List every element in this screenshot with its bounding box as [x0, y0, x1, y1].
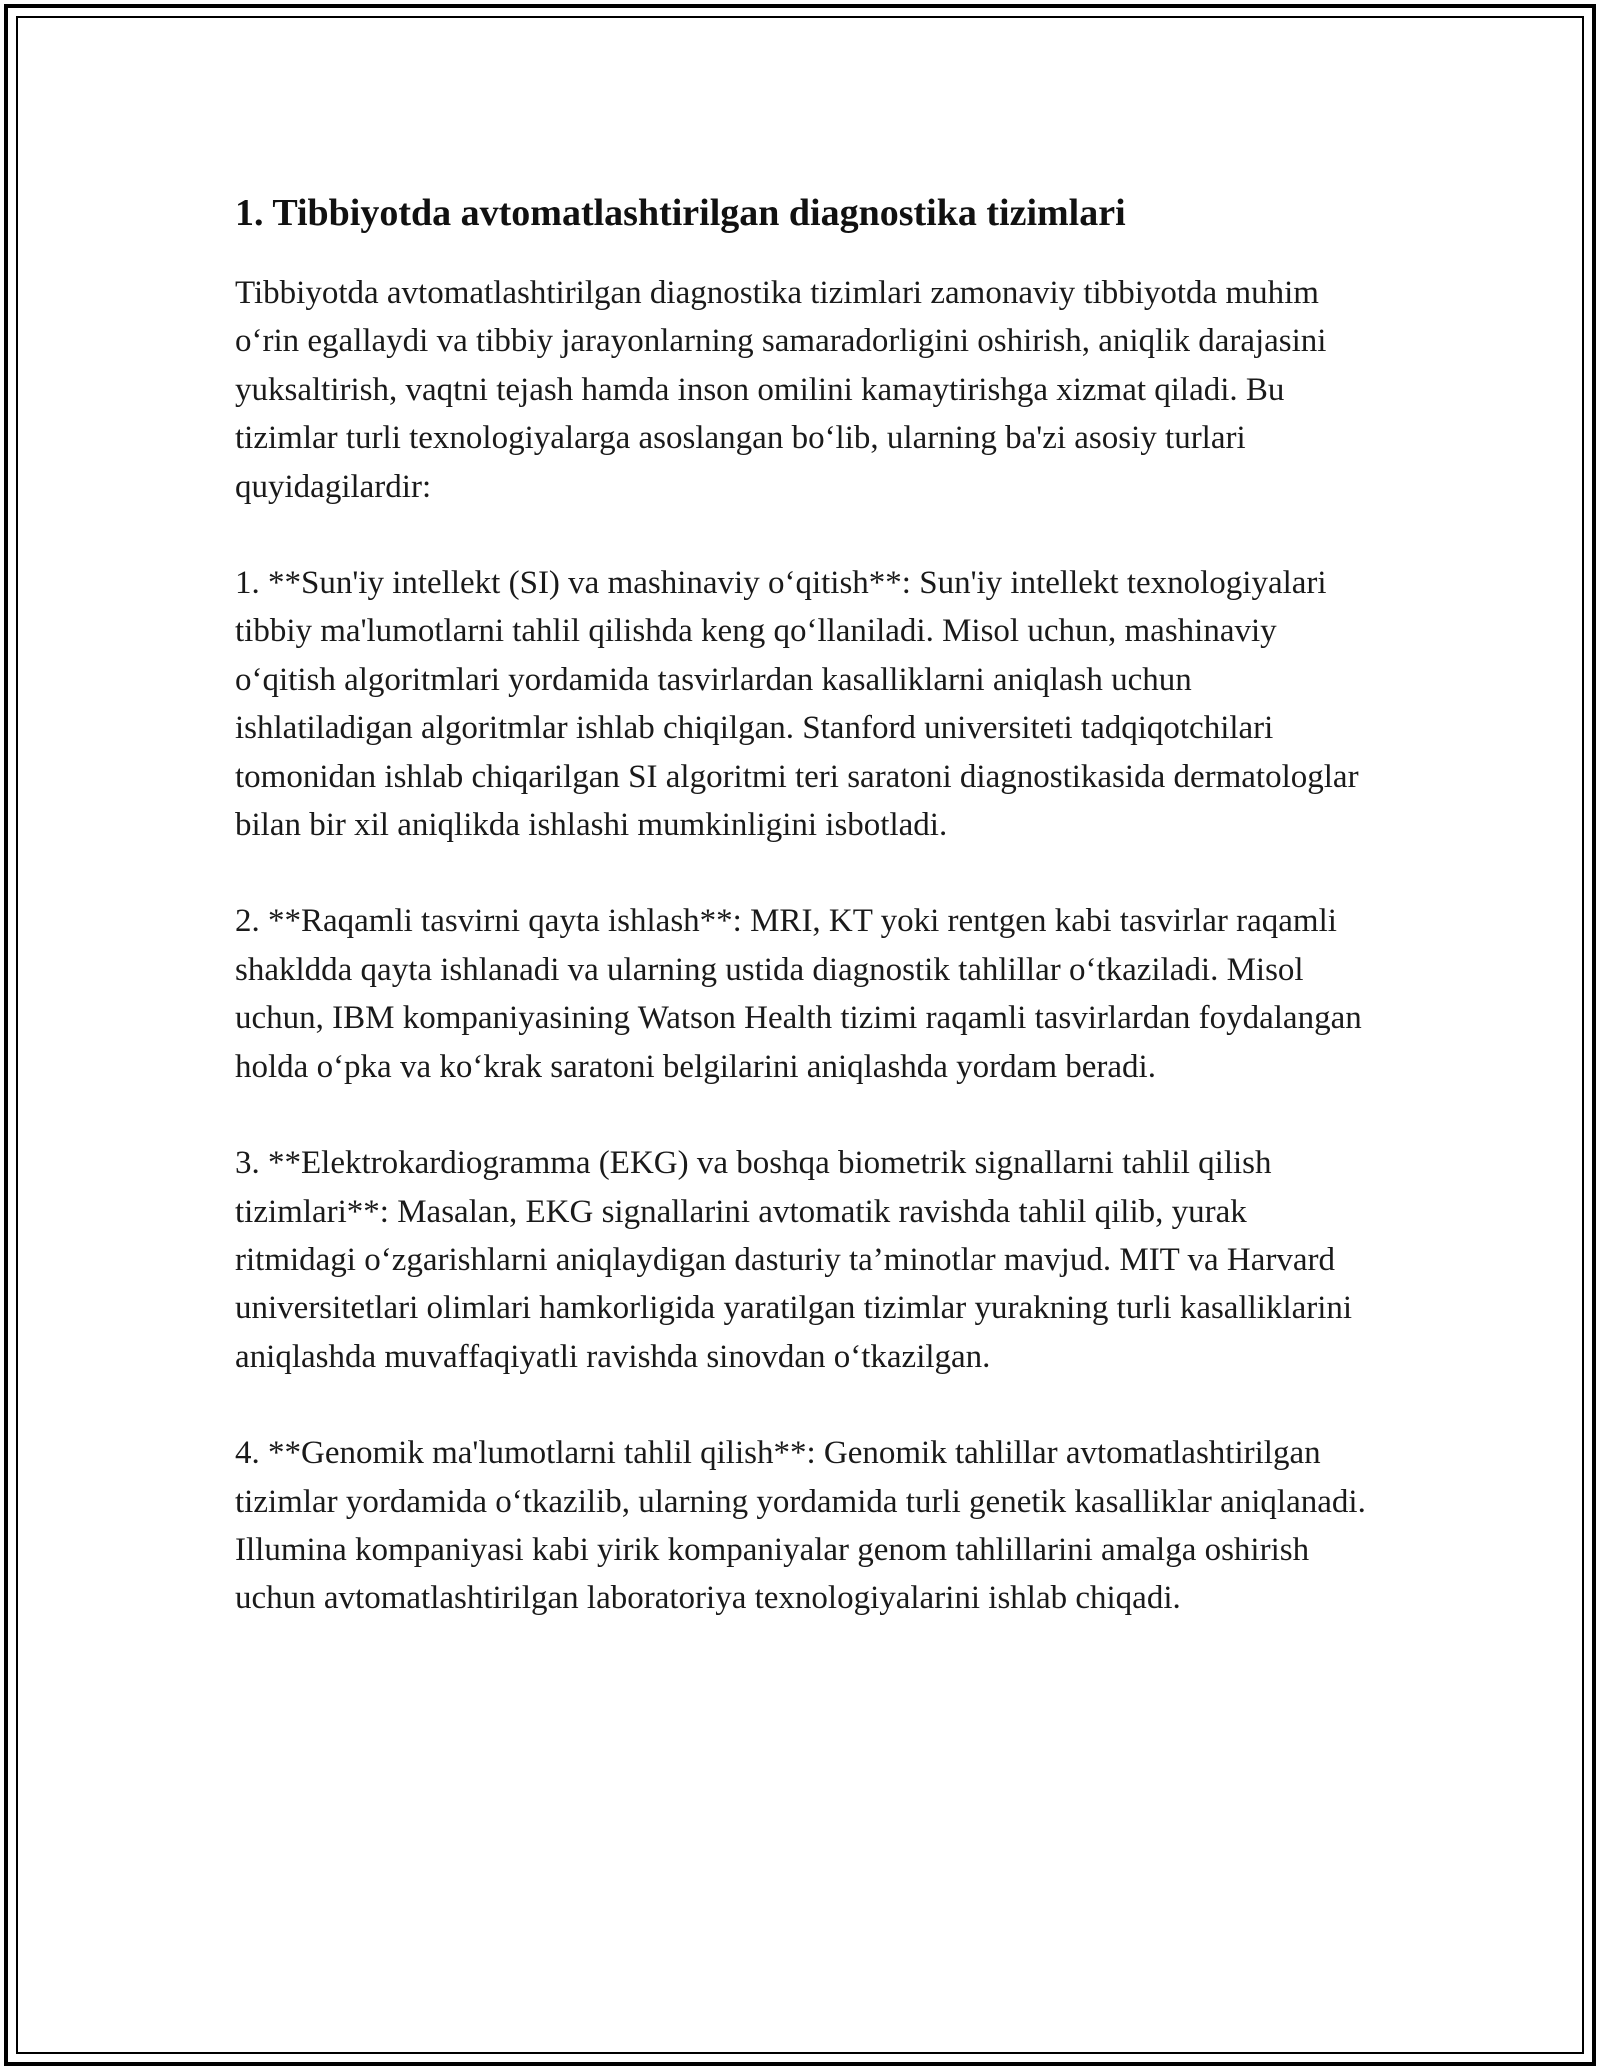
intro-paragraph: Tibbiyotda avtomatlashtirilgan diagnostika tizimlari zamonaviy tibbiyotda muhim o‘rin egallaydi va tibbiy jarayonlarning samaradorligini oshirish, aniqlik darajasini yuksaltirish, vaqtni tejash hamda inson omilini kamaytirishga xizmat qiladi. Bu tizimlar turli texnologiyalarga asoslangan bo‘lib, ularning ba'zi asosiy turlari quyidagilardir:	[235, 275, 1327, 505]
section-heading: 1. Tibbiyotda avtomatlashtirilgan diagnostika tizimlari	[235, 192, 1126, 234]
list-item-imaging-paragraph: 2. **Raqamli tasvirni qayta ishlash**: MRI, KT yoki rentgen kabi tasvirlar raqamli shakldda qayta ishlanadi va ularning ustida diagnostik tahlillar o‘tkaziladi. Misol uchun, IBM kompaniyasining Watson Health tizimi raqamli tasvirlardan foydalangan holda o‘pka va ko‘krak saratoni belgilarini aniqlashda yordam beradi.	[235, 903, 1362, 1085]
list-item-ai-paragraph: 1. **Sun'iy intellekt (SI) va mashinaviy o‘qitish**: Sun'iy intellekt texnologiyalari tibbiy ma'lumotlarni tahlil qilishda keng qo‘llaniladi. Misol uchun, mashinaviy o‘qitish algoritmlari yordamida tasvirlardan kasalliklarni aniqlash uchun ishlatiladigan algoritmlar ishlab chiqilgan. Stanford universiteti tadqiqotchilari tomonidan ishlab chiqarilgan SI algoritmi teri saratoni diagnostikasida dermatologlar bilan bir xil aniqlikda ishlashi mumkinligini isbotladi.	[235, 565, 1359, 844]
list-item-genomics-paragraph: 4. **Genomik ma'lumotlarni tahlil qilish**: Genomik tahlillar avtomatlashtirilgan tizimlar yordamida o‘tkazilib, ularning yordamida turli genetik kasalliklar aniqlanadi. Illumina kompaniyasi kabi yirik kompaniyalar genom tahlillarini amalga oshirish uchun avtomatlashtirilgan laboratoriya texnologiyalarini ishlab chiqadi.	[235, 1435, 1366, 1617]
document-body	[235, 187, 1370, 1671]
list-item-ecg-paragraph: 3. **Elektrokardiogramma (EKG) va boshqa biometrik signallarni tahlil qilish tizimlari**: Masalan, EKG signallarini avtomatik ravishda tahlil qilib, yurak ritmidagi o‘zgarishlarni aniqlaydigan dasturiy ta’minotlar mavjud. MIT va Harvard universitetlari olimlari hamkorligida yaratilgan tizimlar yurakning turli kasalliklarini aniqlashda muvaffaqiyatli ravishda sinovdan o‘tkazilgan.	[235, 1145, 1353, 1375]
